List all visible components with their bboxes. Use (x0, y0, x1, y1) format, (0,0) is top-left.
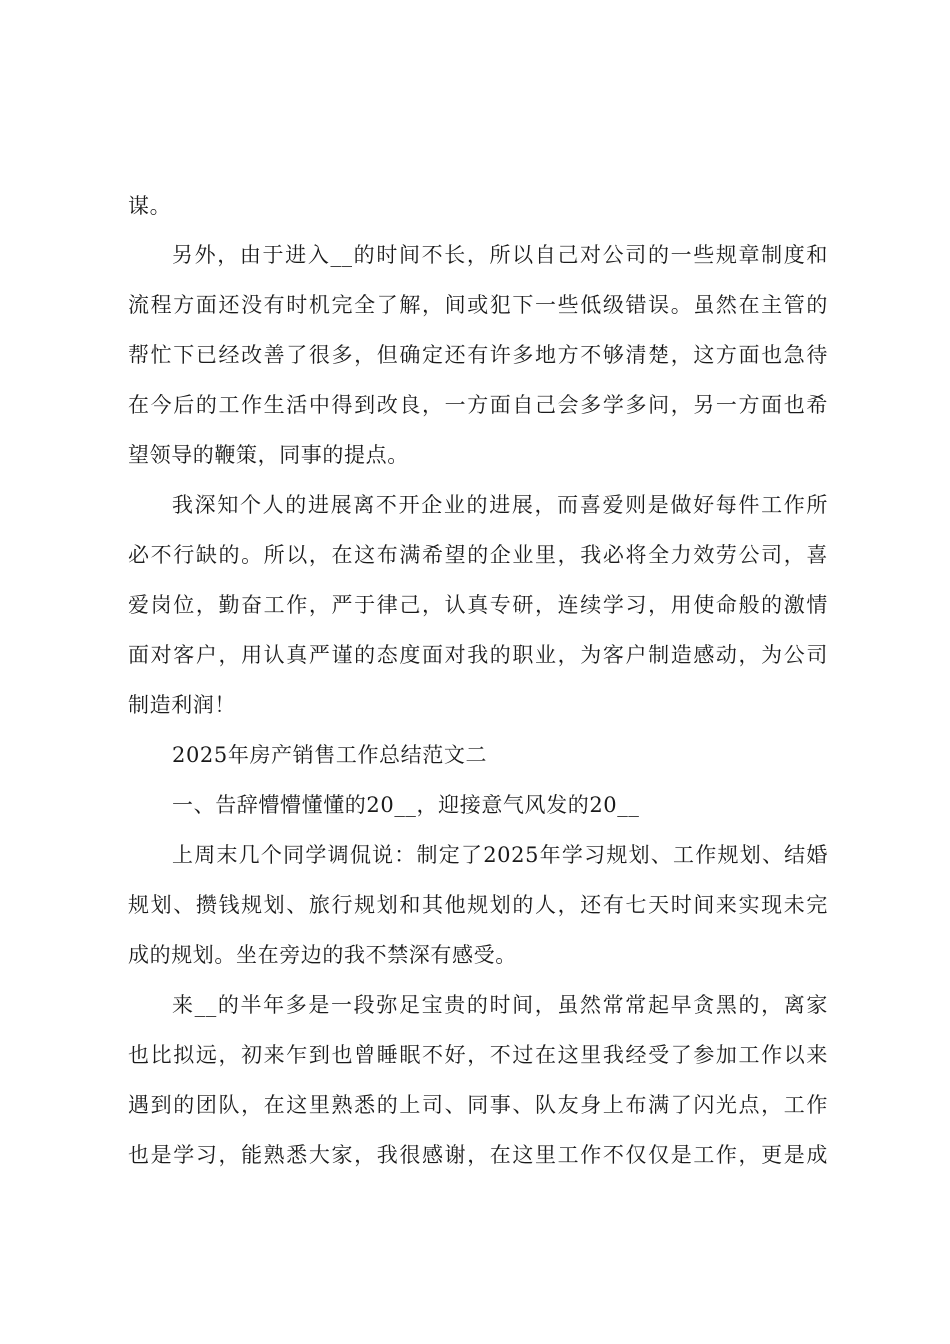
paragraph-first-line: 我深知个人的进展离不开企业的进展，而喜爱则是做好每件工作所 (172, 493, 828, 517)
text-line: 遇到的团队，在这里熟悉的上司、同事、队友身上布满了闪光点，工作 (128, 1093, 828, 1117)
text-line: 也是学习，能熟悉大家，我很感谢，在这里工作不仅仅是工作，更是成 (128, 1143, 828, 1167)
text-line: 也比拟远，初来乍到也曾睡眠不好，不过在这里我经受了参加工作以来 (128, 1043, 828, 1067)
text-line: 爱岗位，勤奋工作，严于律己，认真专研，连续学习，用使命般的激情 (128, 593, 828, 617)
text-line: 制造利润！ (128, 693, 236, 717)
section-title: 2025年房产销售工作总结范文二 (172, 743, 488, 767)
text-line: 流程方面还没有时机完全了解，间或犯下一些低级错误。虽然在主管的 (128, 293, 828, 317)
section-heading: 一、告辞懵懵懂懂的20__，迎接意气风发的20__ (172, 793, 640, 817)
text-line: 望领导的鞭策，同事的提点。 (128, 443, 409, 467)
text-line: 规划、攒钱规划、旅行规划和其他规划的人，还有七天时间来实现未完 (128, 893, 828, 917)
paragraph-first-line: 另外，由于进入__的时间不长，所以自己对公司的一些规章制度和 (172, 243, 828, 267)
paragraph-first-line: 上周末几个同学调侃说：制定了2025年学习规划、工作规划、结婚 (172, 843, 828, 867)
text-line: 面对客户，用认真严谨的态度面对我的职业，为客户制造感动，为公司 (128, 643, 828, 667)
text-line: 谋。 (128, 194, 172, 218)
text-line: 在今后的工作生活中得到改良，一方面自己会多学多问，另一方面也希 (128, 393, 828, 417)
paragraph-first-line: 来__的半年多是一段弥足宝贵的时间，虽然常常起早贪黑的，离家 (172, 993, 828, 1017)
text-line: 成的规划。坐在旁边的我不禁深有感受。 (128, 943, 517, 967)
text-line: 帮忙下已经改善了很多，但确定还有许多地方不够清楚，这方面也急待 (128, 343, 828, 367)
text-line: 必不行缺的。所以，在这布满希望的企业里，我必将全力效劳公司，喜 (128, 543, 828, 567)
